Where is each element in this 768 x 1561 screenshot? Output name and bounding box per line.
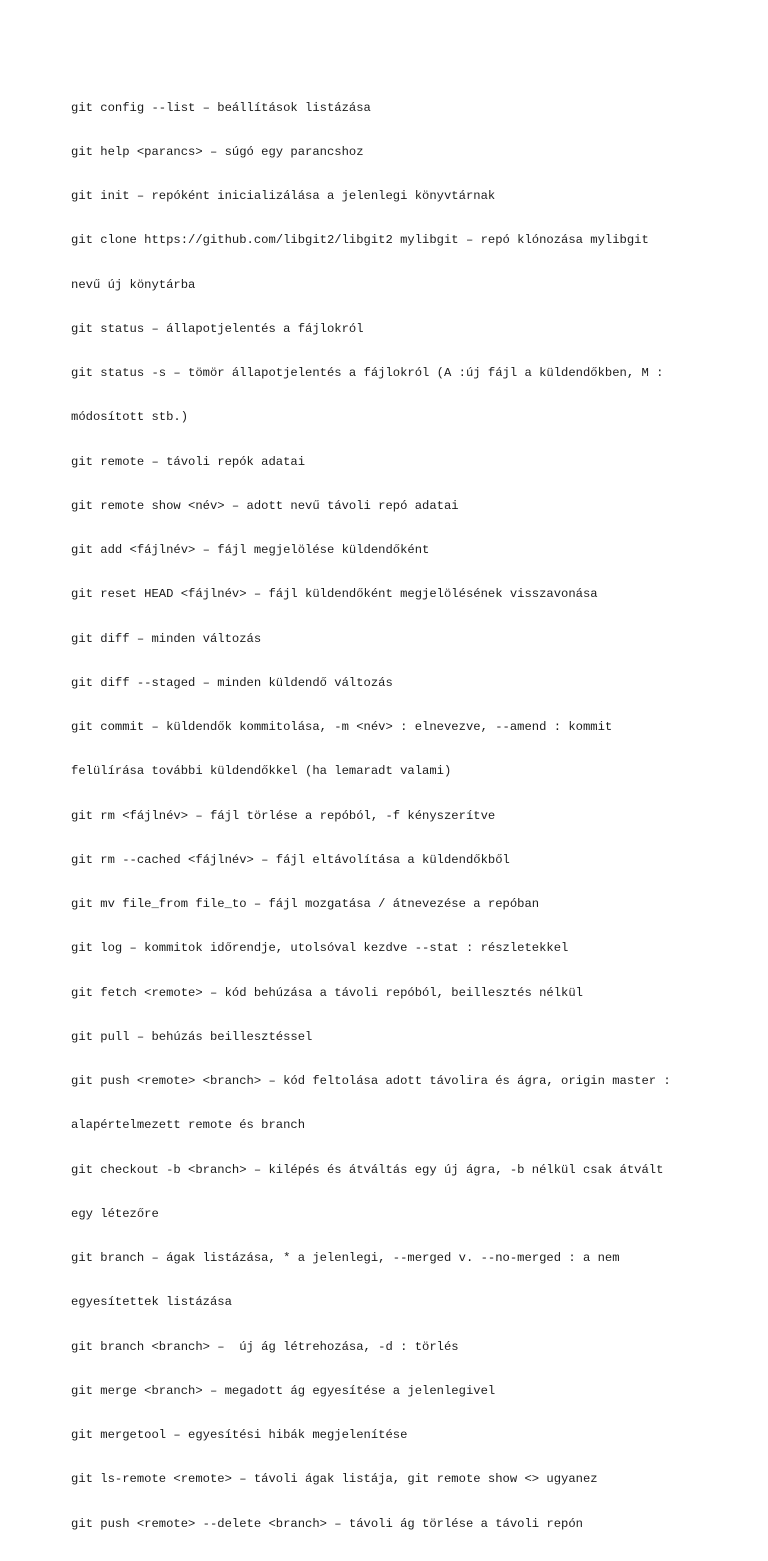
text-line: git pull – behúzás beillesztéssel <box>71 1029 313 1044</box>
text-line: git rm --cached <fájlnév> – fájl eltávolítása a küldendőkből <box>71 852 510 867</box>
text-line: git status – állapotjelentés a fájlokról <box>71 321 364 336</box>
text-line: git init – repóként inicializálása a jelenlegi könyvtárnak <box>71 189 496 203</box>
text-line: git remote – távoli repók adatai <box>71 454 306 469</box>
text-line: git reset HEAD <fájlnév> – fájl küldendőként megjelölésének visszavonása <box>71 587 598 602</box>
text-line: git branch – ágak listázása, * a jelenlegi, --merged v. --no-merged : a nem <box>71 1251 620 1265</box>
text-line: git push <remote> --delete <branch> – távoli ág törlése a távoli repón <box>71 1516 583 1531</box>
text-line: git diff – minden változás <box>71 631 262 646</box>
text-line: git merge <branch> – megadott ág egyesítése a jelenlegivel <box>71 1383 496 1398</box>
text-line: nevű új könytárba <box>71 277 196 292</box>
text-line: egyesítettek listázása <box>71 1295 232 1310</box>
text-line: git ls-remote <remote> – távoli ágak listája, git remote show <> ugyanez <box>71 1472 598 1487</box>
text-line: felülírása további küldendőkkel (ha lemaradt valami) <box>71 764 452 779</box>
text-line: git branch <branch> – új ág létrehozása, -d : törlés <box>71 1339 459 1354</box>
text-line: git commit – küldendők kommitolása, -m <név> : elnevezve, --amend : kommit <box>71 720 613 734</box>
text-line: git mv file_from file_to – fájl mozgatása / átnevezése a repóban <box>71 897 540 911</box>
text-line: git rm <fájlnév> – fájl törlése a repóból, -f kényszerítve <box>71 808 496 823</box>
git-command-list <box>71 71 711 1561</box>
text-line: git remote show <név> – adott nevű távoli repó adatai <box>71 498 459 513</box>
text-line: git config --list – beállítások listázása <box>71 100 371 115</box>
text-line: git diff --staged – minden küldendő változás <box>71 675 393 690</box>
text-line: git mergetool – egyesítési hibák megjelenítése <box>71 1428 408 1442</box>
text-line: git help <parancs> – súgó egy parancshoz <box>71 144 364 159</box>
text-line: git push <remote> <branch> – kód feltolása adott távolira és ágra, origin master : <box>71 1074 671 1088</box>
text-line: alapértelmezett remote és branch <box>71 1118 306 1133</box>
text-line: git add <fájlnév> – fájl megjelölése küldendőként <box>71 543 430 557</box>
text-line: git clone https://github.com/libgit2/libgit2 mylibgit – repó klónozása mylibgit <box>71 233 649 248</box>
text-line: git log – kommitok időrendje, utolsóval kezdve --stat : részletekkel <box>71 941 569 956</box>
text-line: módosított stb.) <box>71 410 189 425</box>
text-line: git status -s – tömör állapotjelentés a fájlokról (A :új fájl a küldendőkben, M : <box>71 366 664 380</box>
text-line: git fetch <remote> – kód behúzása a távoli repóból, beillesztés nélkül <box>71 985 583 1000</box>
text-line: git checkout -b <branch> – kilépés és átváltás egy új ágra, -b nélkül csak átvált <box>71 1162 664 1177</box>
text-line: egy létezőre <box>71 1206 159 1221</box>
